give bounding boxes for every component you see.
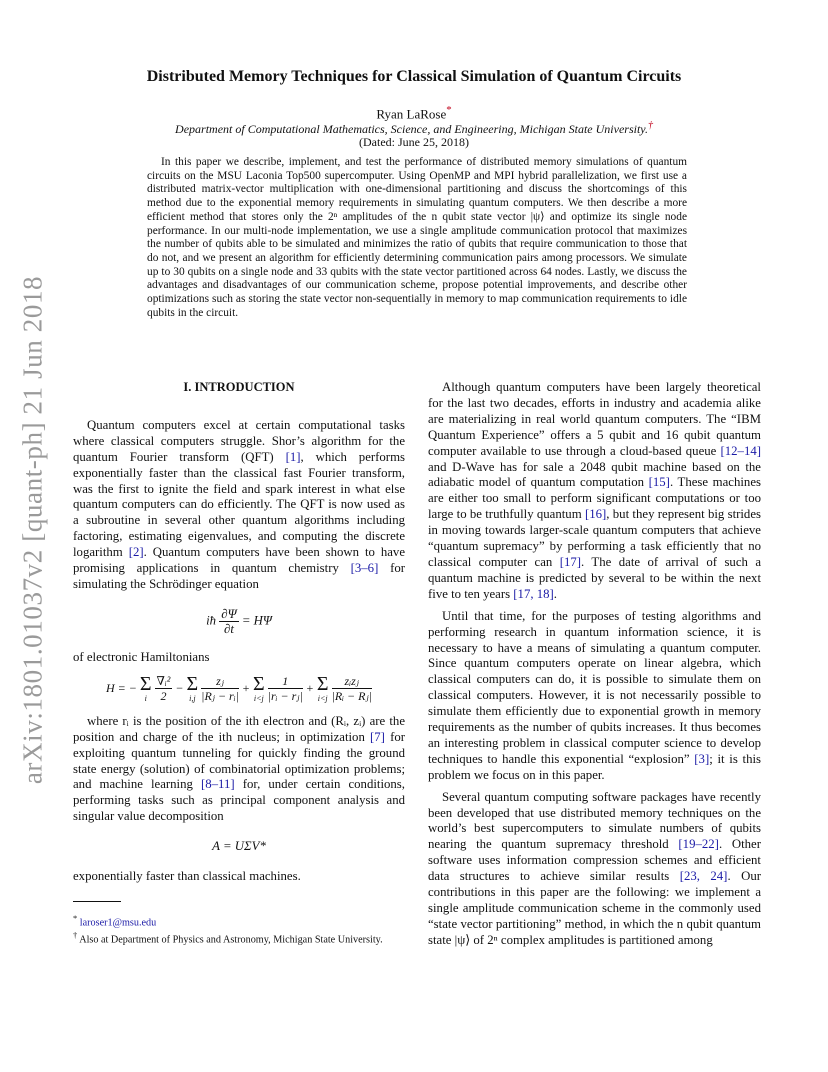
intro-paragraph-5	[428, 380, 761, 603]
footnote-mark: †	[73, 930, 78, 941]
text-run: Quantum computers excel at certain computational tasks where classical computers struggle. Shor’s algorithm for the quantum Fourier transform (QFT)	[73, 417, 405, 464]
intro-paragraph-4: exponentially faster than classical machines.	[73, 869, 301, 884]
text-run: . Other software uses information compression schemes and efficient data structures to achieve similar results	[428, 837, 761, 884]
eq-num: ∇ᵢ²	[156, 674, 171, 689]
text-run: .	[553, 586, 557, 601]
arxiv-sidebar-stamp	[4, 275, 62, 785]
eq-den: 2	[160, 689, 167, 704]
citation-link[interactable]: [3]	[694, 751, 710, 766]
sum-symbol: Σ i<j	[316, 672, 329, 703]
footnote-rule	[73, 901, 121, 902]
citation-link[interactable]: [2]	[128, 545, 144, 560]
eq-den: ∂t	[224, 621, 234, 636]
intro-paragraph-3	[73, 714, 405, 825]
eq-den: |Rⱼ − rᵢ|	[201, 689, 239, 704]
paper-date: (Dated: June 25, 2018)	[359, 135, 469, 149]
author-footnote-mark[interactable]: *	[446, 104, 452, 116]
citation-link[interactable]: [15]	[648, 475, 670, 490]
sum-symbol: Σ i<j	[253, 672, 265, 703]
sum-sub: i,j	[189, 693, 196, 703]
eq-fraction	[219, 607, 238, 636]
svd-equation: A = UΣV*	[212, 839, 266, 854]
eq-fraction	[155, 674, 173, 703]
citation-link[interactable]: [12–14]	[720, 443, 761, 458]
paper-title: Distributed Memory Techniques for Classical Simulation of Quantum Circuits	[146, 68, 682, 85]
abstract	[147, 156, 687, 320]
eq-fraction	[201, 674, 239, 703]
text-run: Until that time, for the purposes of testing algorithms and performing research in quantum information science, it is necessary to have a means of simulating a quantum computer. Since quantum computers operate on linear algebra, which classical computers can do, it is possible to simulate them on classical computers. However, it is not necessarily possible to simulate them efficiently due to exponential growth in memory requirements as the number of qubits increases. It thus becomes an interesting problem in classical computer science to develop techniques to handle this exponential “explosion”	[428, 608, 761, 766]
schrodinger-equation	[73, 607, 405, 636]
sum-sub: i	[144, 693, 147, 703]
left-column	[73, 380, 405, 947]
arxiv-id: arXiv:1801.01037v2 [quant-ph] 21 Jun 2018	[17, 275, 48, 785]
text-run: where rᵢ is the position of the ith electron and (Rᵢ, zᵢ) are the position and charge of the ith nucleus; in optimization	[73, 713, 405, 744]
text-run: and D-Wave has for sale a 2048 qubit machine based on the adiabatic model of quantum computation	[428, 459, 761, 490]
eq-num: zⱼ	[201, 674, 239, 689]
section-heading: I. INTRODUCTION	[183, 380, 295, 394]
right-column	[428, 380, 761, 949]
sum-symbol: Σ i,j	[186, 672, 199, 703]
sum-sub: i<j	[317, 693, 328, 703]
footnote-email	[73, 912, 405, 929]
eq-num: ∂Ψ	[221, 606, 237, 621]
text-run: for exploiting quantum tunneling for quickly finding the ground state energy (solution) of combinatorial optimization problems; and machine learning	[73, 729, 405, 792]
text-run: Several quantum computing software packages have recently been developed that use distributed memory techniques on the world’s best supercomputers to simulate numbers of qubits nearing the quantum supremacy threshold	[428, 789, 761, 852]
affiliation: Department of Computational Mathematics, Science, and Engineering, Michigan State University.	[175, 122, 648, 136]
text-run: . Quantum computers have been shown to have promising applications in quantum chemistry	[73, 545, 405, 576]
text-run: ; it is this problem we focus on in this paper.	[428, 751, 762, 782]
sum-sub: i<j	[253, 693, 264, 703]
sum-symbol: Σ i	[139, 672, 152, 703]
intro-paragraph-2: of electronic Hamiltonians	[73, 649, 210, 664]
text-run: . The date of arrival of such a quantum machine is predicted by several to be within the next five to ten years	[428, 554, 762, 601]
abstract-text: In this paper we describe, implement, and test the performance of distributed memory simulations of quantum circuits on the MSU Laconia Top500 supercomputer. Using OpenMP and MPI hybrid parallelization, we first use a distributed matrix-vector multiplication with one-dimensional partitioning and discuss the shortcomings of this method due to the exponential memory requirements in simulating quantum computers. We then describe a more efficient method that stores only the 2ⁿ amplitudes of the n qubit state vector |ψ⟩ and optimize its single node performance. In our multi-node implementation, we use a single amplitude communication protocol that maximizes the number of qubits able to be simulated and minimizes the ratio of qubits that require communication to those that do not, and we present an algorithm for efficiently determining communication pairs among processors. We simulate up to 30 qubits on a single node and 33 qubits with the state vector partitioned across 64 nodes. Lastly, we discuss the advantages and disadvantages of our communication scheme, propose potential improvements, and describe other optimizations such as storing the state vector non-sequentially in memory to map communication requirements to idle qubits in the circuit.	[147, 156, 687, 319]
citation-link[interactable]: [23, 24]	[679, 869, 728, 884]
citation-link[interactable]: [3–6]	[350, 561, 379, 576]
text-run: . These machines are either too small to perform significant computations or too large to be truthfully quantum	[428, 475, 761, 522]
hamiltonian-equation: H = − Σ i $\frac{\text{∇ᵢ²}}{2}$ − Σ i,j $\frac{\text{zⱼ}}{\text{|Rⱼ − rᵢ|}}$ + Σ i<j $\frac{1}{\text{|rᵢ − rⱼ|}}$ + Σ i<j $\frac{\text{zᵢzⱼ}}{\text{|Rᵢ − Rⱼ|}}$	[106, 672, 372, 704]
footnote-affiliation	[73, 929, 405, 946]
citation-link[interactable]: [8–11]	[200, 777, 235, 792]
eq-num: 1	[268, 674, 303, 689]
citation-link[interactable]: [16]	[584, 507, 607, 522]
citation-link[interactable]: [19–22]	[678, 837, 719, 852]
text-run: for simulating the Schrödinger equation	[73, 561, 406, 591]
citation-link[interactable]: [17, 18]	[513, 586, 554, 601]
eq-h: H = −	[106, 680, 137, 695]
text-run: , but they represent big strides in moving towards larger-scale quantum computers that achieve “quantum supremacy” by performing a task efficiently that no classical computer can	[428, 507, 761, 569]
footnote-mark: *	[73, 912, 78, 923]
eq-fraction	[268, 674, 303, 703]
author-name: Ryan LaRose	[376, 106, 447, 122]
citation-link[interactable]: [7]	[370, 729, 385, 744]
citation-link[interactable]: [17]	[559, 554, 582, 569]
eq-rhs: = HΨ	[241, 613, 272, 628]
eq-fraction	[332, 674, 372, 703]
text-run: Although quantum computers have been largely theoretical for the last two decades, efforts in industry and academia alike are materializing in real world quantum computers. The “IBM Quantum Experience” offers a 5 qubit and 16 qubit quantum computer available to use through a cloud-based queue	[428, 380, 761, 458]
eq-lhs: iħ	[206, 613, 217, 628]
intro-paragraph-6	[428, 609, 761, 784]
text-run: for, under certain conditions, performing tasks such as principal component analysis and singular value decomposition	[73, 777, 405, 824]
footnote-text: Also at Department of Physics and Astronomy, Michigan State University.	[79, 934, 383, 946]
affiliation-footnote-mark[interactable]: †	[647, 120, 653, 131]
citation-link[interactable]: [1]	[285, 449, 301, 464]
eq-num: zᵢzⱼ	[332, 674, 372, 689]
intro-paragraph-7	[428, 790, 761, 949]
email-link[interactable]: laroser1@msu.edu	[79, 917, 157, 929]
text-run: , which performs exponentially faster than the classical fast Fourier transform, was the first to ignite the field and spark interest in what else quantum computers can do efficiently. The QFT is now used as a subroutine in several other quantum algorithms including factoring, estimating eigenvalues, and computing the discrete logarithm	[73, 449, 405, 560]
intro-paragraph-1	[73, 418, 405, 593]
text-run: . Our contributions in this paper are the following: we implement a single amplitude communication scheme in the commonly used “state vector partitioning” method, in which the n qubit quantum state |ψ⟩ of 2ⁿ complex amplitudes is partitioned among	[428, 869, 761, 947]
eq-den: |Rᵢ − Rⱼ|	[331, 689, 372, 704]
eq-den: |rᵢ − rⱼ|	[267, 689, 303, 704]
